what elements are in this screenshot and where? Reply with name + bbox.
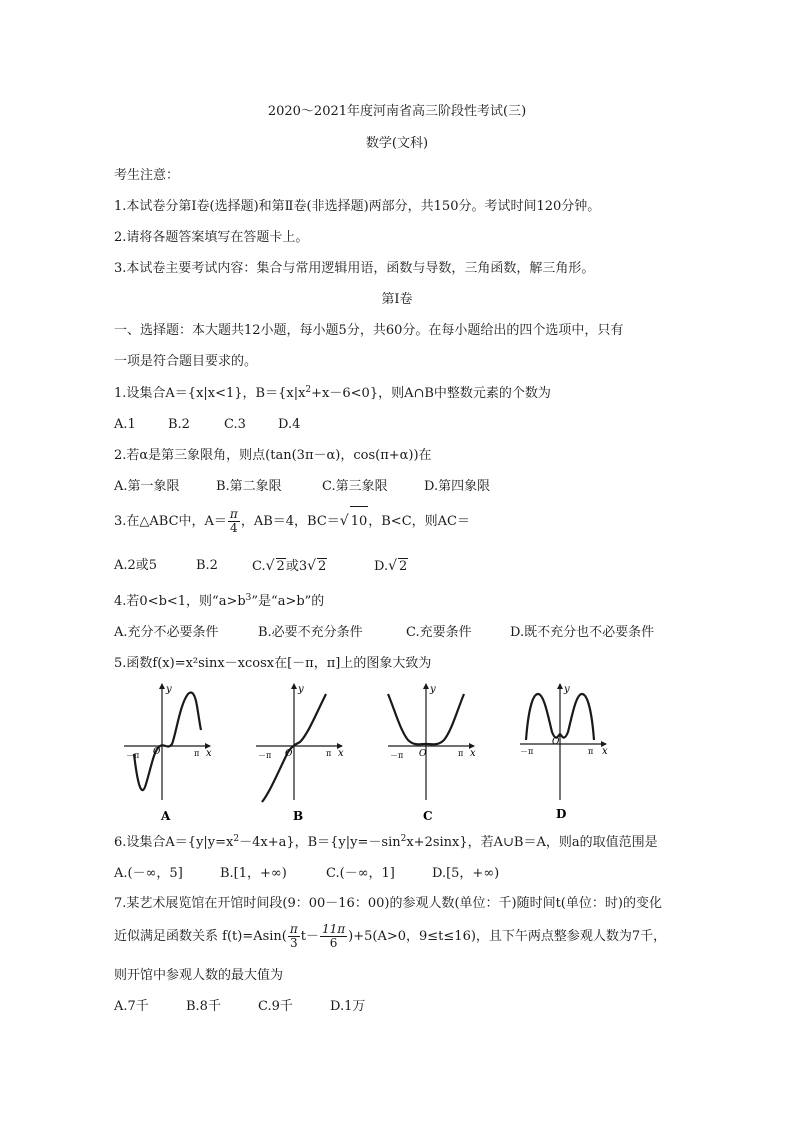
question-5-stem: 5.函数f(x)=x²sinx－xcosx在[－π，π]上的图象大致为	[114, 656, 432, 671]
part-title: 第Ⅰ卷	[381, 292, 413, 307]
q3-option-c[interactable]	[252, 558, 327, 575]
question-1-stem	[114, 386, 551, 402]
pos-pi-label: π	[326, 749, 332, 758]
q4-option-b[interactable]: B.必要不充分条件	[258, 625, 363, 640]
q5-graphs	[120, 680, 608, 824]
sqrt-icon: √	[265, 558, 275, 574]
notice-heading: 考生注意：	[114, 168, 180, 183]
q3-c-pre: C.	[252, 559, 266, 574]
q6-post: x+2sinx}，若A∪B＝A，则a的取值范围是	[406, 835, 658, 850]
q6-mid: －4x+a}，B＝{y|y=－sin	[239, 835, 401, 850]
q7-option-c[interactable]: C.9千	[258, 999, 293, 1014]
q7-frac2-num: 11π	[322, 922, 346, 936]
q7-mid: t－	[300, 929, 319, 944]
y-label: y	[166, 684, 172, 695]
question-7-stem-end: 则开馆中参观人数的最大值为	[114, 968, 284, 983]
q4-pre: 4.若0<b<1，则“a>b	[114, 594, 246, 609]
question-2-stem: 2.若α是第三象限角，则点(tan(3π－α)，cos(π+α))在	[114, 448, 432, 463]
q1-option-d[interactable]: D.4	[278, 417, 301, 432]
curve-a	[134, 693, 201, 791]
origin-label: O	[285, 749, 293, 759]
notice-item: 2.请将各题答案填写在答题卡上。	[114, 230, 309, 245]
q6-option-b[interactable]: B.[1，+∞)	[220, 866, 287, 881]
section-intro: 一、选择题：本大题共12小题，每小题5分，共60分。在每小题给出的四个选项中，只有	[114, 323, 624, 338]
neg-pi-label: －π	[390, 751, 404, 760]
exam-title: 2020～2021年度河南省高三阶段性考试(三)	[267, 104, 527, 119]
sqrt-icon: √	[388, 558, 398, 574]
subject-title: 数学(文科)	[365, 136, 429, 151]
notice-item: 1.本试卷分第Ⅰ卷(选择题)和第Ⅱ卷(非选择题)两部分，共150分。考试时间120分钟。	[114, 199, 601, 214]
q1-pre: 1.设集合A＝{x|x<1}，B＝{x|x	[114, 386, 306, 401]
x-label: x	[602, 746, 608, 757]
question-4-stem	[114, 594, 324, 610]
q6-sup1: 2	[233, 834, 240, 844]
origin-label: O	[552, 737, 560, 747]
q3-d-pre: D.	[374, 559, 389, 574]
graph-label: C	[423, 809, 433, 823]
q6-option-d[interactable]: D.[5，+∞)	[432, 866, 500, 881]
q3-sqrt-value: 10	[350, 506, 369, 537]
q3-option-d[interactable]	[374, 558, 408, 575]
q3-fraction	[228, 508, 240, 535]
y-label: y	[564, 684, 570, 695]
q1-option-b[interactable]: B.2	[168, 417, 190, 432]
neg-pi-label: －π	[520, 747, 534, 756]
q7-option-a[interactable]: A.7千	[114, 999, 149, 1014]
y-label: y	[298, 684, 304, 695]
q7-frac2-den: 6	[329, 936, 338, 950]
pos-pi-label: π	[194, 749, 200, 758]
graph-c[interactable]	[388, 684, 476, 823]
q7-line2-pre: 近似满足函数关系 f(t)=Asin(	[114, 929, 287, 944]
q7-option-d[interactable]: D.1万	[330, 999, 366, 1014]
q4-option-a[interactable]: A.充分不必要条件	[114, 625, 219, 640]
q1-post: +x－6<0}，则A∩B中整数元素的个数为	[311, 386, 551, 401]
q4-sup: 3	[245, 593, 252, 603]
origin-label: O	[153, 747, 161, 757]
q4-option-d[interactable]: D.既不充分也不必要条件	[510, 625, 655, 640]
q3-mid: ，AB＝4，BC＝	[240, 514, 340, 529]
q1-option-c[interactable]: C.3	[224, 417, 246, 432]
q7-fraction-1	[288, 923, 300, 950]
q7-fraction-2	[320, 923, 347, 950]
sqrt-icon: √	[307, 558, 317, 574]
y-label: y	[430, 684, 436, 695]
q2-option-a[interactable]: A.第一象限	[114, 479, 180, 494]
q2-option-d[interactable]: D.第四象限	[424, 479, 491, 494]
q2-option-b[interactable]: B.第二象限	[216, 479, 282, 494]
q3-frac-num: π	[229, 507, 238, 521]
neg-pi-label: －π	[126, 751, 140, 760]
neg-pi-label: －π	[258, 751, 272, 760]
q2-option-c[interactable]: C.第三象限	[322, 479, 388, 494]
question-7-formula-line	[114, 920, 666, 954]
q6-option-a[interactable]: A.(－∞，5]	[114, 866, 183, 881]
q3-c-sqrt1: 2	[276, 559, 285, 574]
q3-option-a[interactable]: A.2或5	[114, 558, 158, 573]
notice-item: 3.本试卷主要考试内容：集合与常用逻辑用语，函数与导数，三角函数，解三角形。	[114, 261, 595, 276]
q4-option-c[interactable]: C.充要条件	[406, 625, 472, 640]
q4-post: ”是“a>b”的	[251, 594, 325, 609]
question-7-stem: 7.某艺术展览馆在开馆时间段(9：00－16：00)的参观人数(单位：千)随时间t(单位：时)的变化	[114, 896, 662, 911]
q7-line2-post: )+5(A>0，9≤t≤16)，且下午两点整参观人数为7千，	[348, 929, 667, 944]
question-3-stem	[114, 506, 470, 537]
q3-post: ，B<C，则AC＝	[368, 514, 470, 529]
graph-a[interactable]	[124, 684, 212, 823]
sqrt-icon: √	[339, 513, 349, 529]
graph-b[interactable]	[256, 684, 344, 823]
section-intro-cont: 一项是符合题目要求的。	[114, 354, 258, 369]
q1-sup: 2	[305, 385, 312, 395]
q6-sup2: 2	[400, 834, 407, 844]
q3-d-sqrt: 2	[399, 559, 408, 574]
graph-label: A	[161, 809, 171, 823]
q3-pre: 3.在△ABC中，A＝	[114, 514, 227, 529]
graph-d[interactable]	[520, 684, 608, 821]
q3-frac-den: 4	[230, 521, 238, 535]
q3-option-b[interactable]: B.2	[196, 558, 218, 573]
question-6-stem	[114, 835, 658, 851]
x-label: x	[206, 748, 212, 759]
graph-label: B	[293, 809, 304, 823]
pos-pi-label: π	[458, 749, 464, 758]
q3-c-mid: 或3	[285, 559, 308, 574]
q7-frac1-den: 3	[290, 936, 298, 950]
x-label: x	[338, 748, 344, 759]
q6-pre: 6.设集合A＝{y|y=x	[114, 835, 234, 850]
q3-c-sqrt2: 2	[318, 559, 327, 574]
origin-label: O	[419, 749, 427, 759]
pos-pi-label: π	[588, 747, 594, 756]
q1-option-a[interactable]: A.1	[114, 417, 136, 432]
x-label: x	[470, 748, 476, 759]
q7-option-b[interactable]: B.8千	[186, 999, 221, 1014]
graph-label: D	[556, 807, 567, 821]
q7-frac1-num: π	[289, 922, 298, 936]
q6-option-c[interactable]: C.(－∞，1]	[326, 866, 395, 881]
